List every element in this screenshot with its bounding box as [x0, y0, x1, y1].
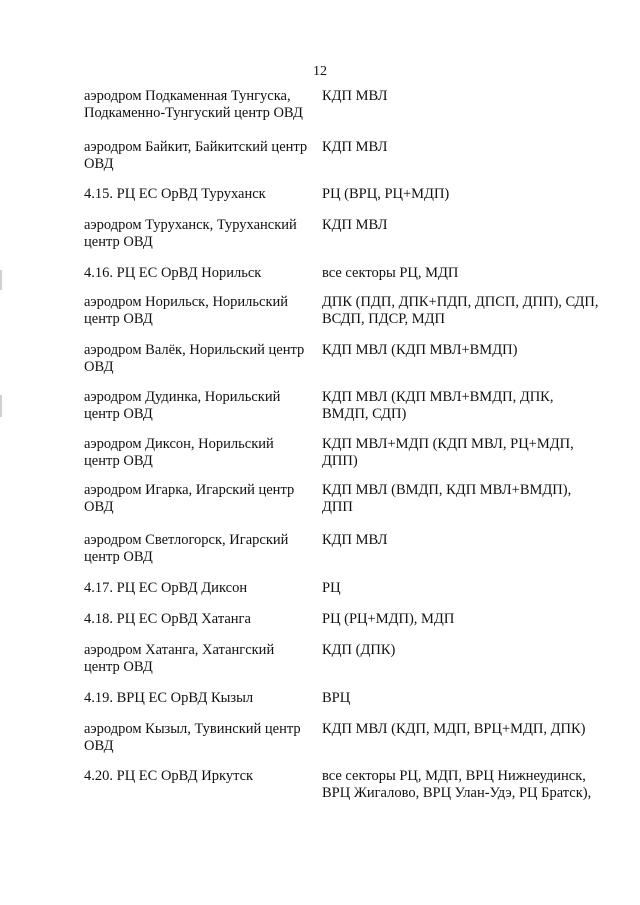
scan-edge-mark-bottom — [0, 395, 2, 417]
row-right-cell: КДП МВЛ (КДП, МДП, ВРЦ+МДП, ДПК) — [322, 721, 586, 737]
row-left-cell: аэродром Туруханск, Туруханский центр ОВД — [84, 217, 297, 250]
row-left-cell: аэродром Светлогорск, Игарский центр ОВД — [84, 532, 289, 565]
table-row — [84, 768, 614, 804]
row-left-cell: аэродром Игарка, Игарский центр ОВД — [84, 482, 295, 515]
row-right-cell: РЦ (РЦ+МДП), МДП — [322, 611, 455, 627]
table-row — [84, 690, 614, 721]
row-right-cell: КДП МВЛ (ВМДП, КДП МВЛ+ВМДП), ДПП — [322, 482, 572, 515]
row-left-cell: 4.17. РЦ ЕС ОрВД Диксон — [84, 580, 248, 596]
row-left-cell: аэродром Валёк, Норильский центр ОВД — [84, 342, 305, 375]
table-row — [84, 389, 614, 436]
row-left-cell: аэродром Диксон, Норильский центр ОВД — [84, 436, 274, 469]
page-number: 12 — [313, 64, 327, 79]
row-right-cell: КДП МВЛ+МДП (КДП МВЛ, РЦ+МДП, ДПП) — [322, 436, 574, 469]
row-left-cell: 4.20. РЦ ЕС ОрВД Иркутск — [84, 768, 254, 784]
document-table — [84, 88, 614, 804]
row-right-cell: РЦ — [322, 580, 341, 596]
row-left-cell: аэродром Байкит, Байкитский центр ОВД — [84, 139, 308, 172]
row-left-cell: 4.19. ВРЦ ЕС ОрВД Кызыл — [84, 690, 254, 706]
row-left-cell: аэродром Хатанга, Хатангский центр ОВД — [84, 642, 275, 675]
row-right-cell: КДП МВЛ — [322, 139, 388, 155]
row-left-cell: аэродром Норильск, Норильский центр ОВД — [84, 294, 289, 327]
table-row — [84, 482, 614, 532]
table-row — [84, 294, 614, 342]
table-row — [84, 217, 614, 265]
row-right-cell: КДП МВЛ — [322, 532, 388, 548]
row-right-cell: ВРЦ — [322, 690, 351, 706]
row-right-cell: КДП МВЛ — [322, 88, 388, 104]
row-left-cell: 4.18. РЦ ЕС ОрВД Хатанга — [84, 611, 251, 627]
row-left-cell: аэродром Дудинка, Норильский центр ОВД — [84, 389, 281, 422]
row-left-cell: аэродром Подкаменная Тунгуска, Подкаменно-Тунгуский центр ОВД — [84, 88, 303, 121]
table-row — [84, 642, 614, 690]
row-right-cell: все секторы РЦ, МДП, ВРЦ Нижнеудинск, ВРЦ Жигалово, ВРЦ Улан-Удэ, РЦ Братск), — [322, 768, 592, 801]
row-right-cell: ДПК (ПДП, ДПК+ПДП, ДПСП, ДПП), СДП, ВСДП, ПДСР, МДП — [322, 294, 599, 327]
scan-edge-mark-top — [0, 270, 2, 290]
table-row — [84, 611, 614, 642]
table-row — [84, 265, 614, 294]
table-row — [84, 186, 614, 217]
table-row — [84, 88, 614, 139]
table-row — [84, 721, 614, 768]
row-right-cell: КДП (ДПК) — [322, 642, 396, 658]
table-row — [84, 436, 614, 482]
row-right-cell: КДП МВЛ (КДП МВЛ+ВМДП, ДПК, ВМДП, СДП) — [322, 389, 554, 422]
table-row — [84, 532, 614, 580]
row-left-cell: аэродром Кызыл, Тувинский центр ОВД — [84, 721, 301, 754]
row-right-cell: КДП МВЛ (КДП МВЛ+ВМДП) — [322, 342, 518, 358]
table-row — [84, 139, 614, 186]
row-right-cell: все секторы РЦ, МДП — [322, 265, 459, 281]
table-row — [84, 580, 614, 611]
row-left-cell: 4.16. РЦ ЕС ОрВД Норильск — [84, 265, 262, 281]
row-right-cell: КДП МВЛ — [322, 217, 388, 233]
row-right-cell: РЦ (ВРЦ, РЦ+МДП) — [322, 186, 450, 202]
table-row — [84, 342, 614, 389]
row-left-cell: 4.15. РЦ ЕС ОрВД Туруханск — [84, 186, 266, 202]
